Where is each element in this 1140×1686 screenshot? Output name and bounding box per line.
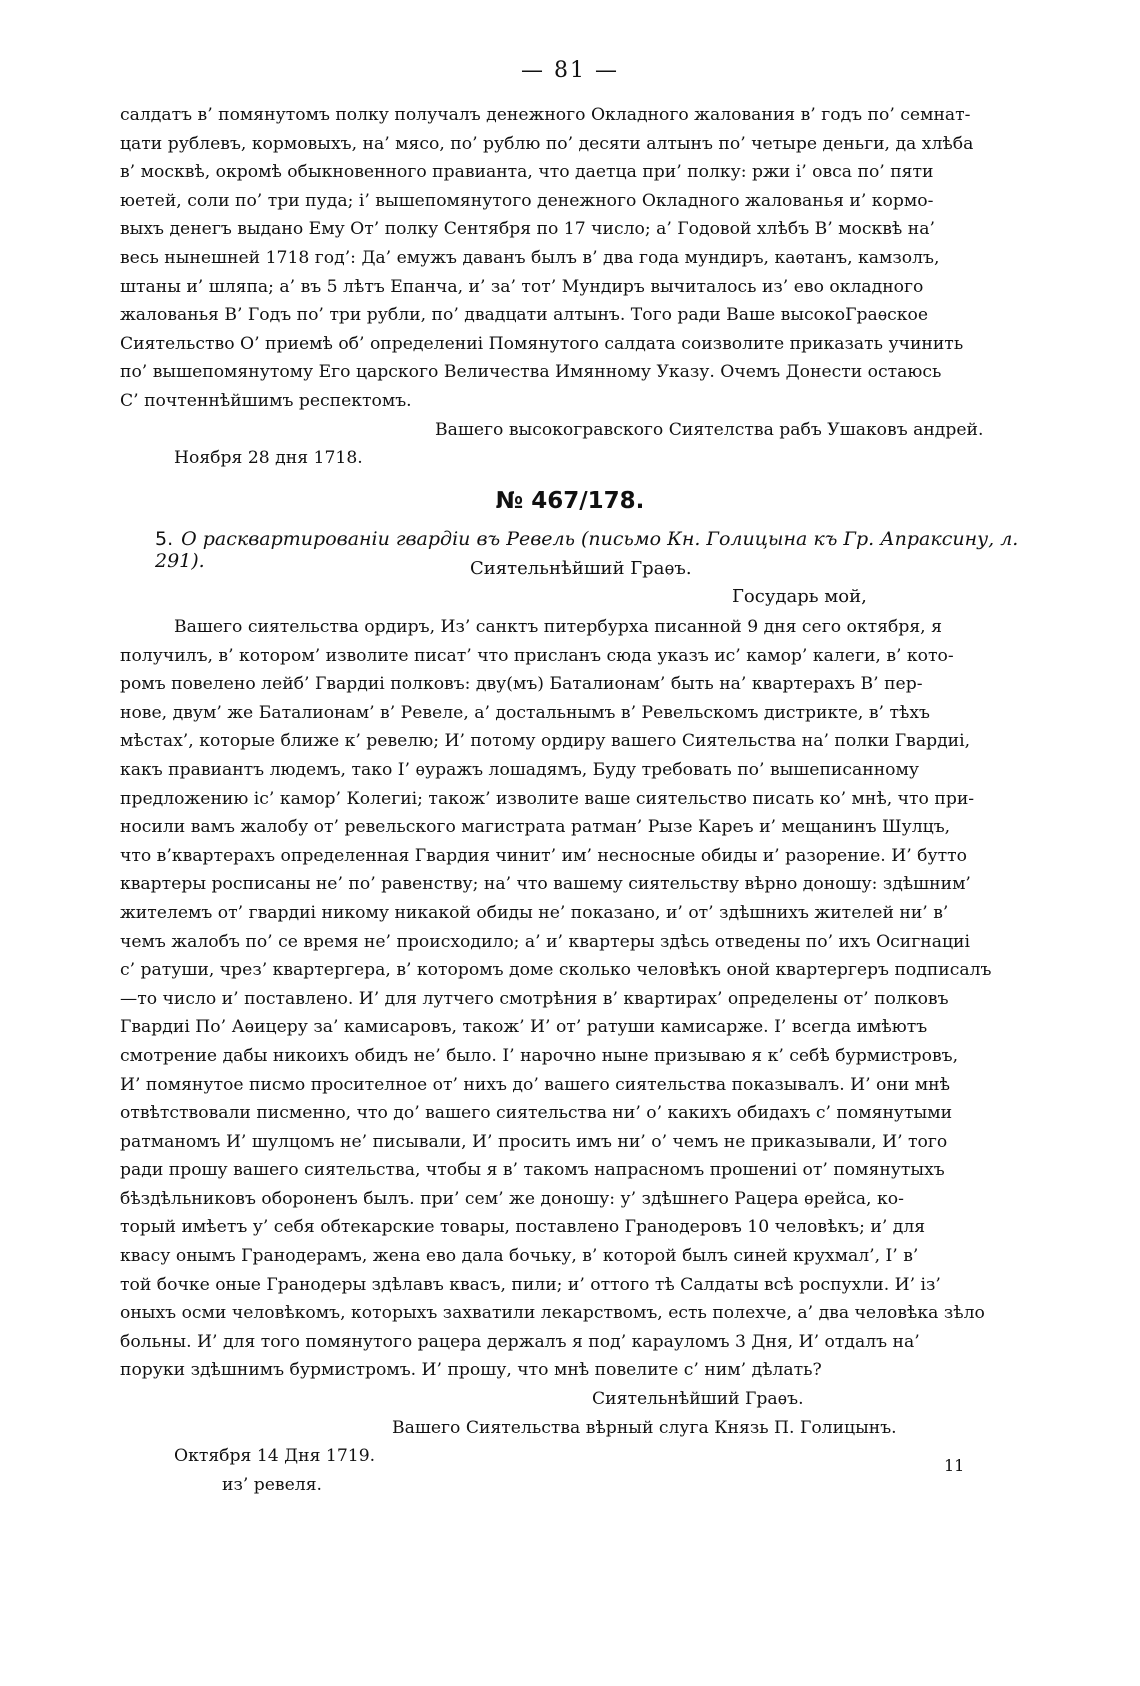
text-line: ромъ повелено лейб’ Гвардиі полковъ: дву(мъ) Баталионам’ быть на’ квартерахъ В’ пер- bbox=[120, 674, 923, 695]
closing-title: Сиятельнѣйший Граѳъ. bbox=[592, 1389, 804, 1410]
text-line: получилъ, в’ котором’ изволите писат’ что присланъ сюда указъ ис’ камор’ калеги, в’ кото- bbox=[120, 645, 954, 666]
text-line: С’ почтеннѣйшимъ респектомъ. bbox=[120, 390, 412, 411]
text-line: ради прошу вашего сиятельства, чтобы я в’ такомъ напрасномъ прошениі от’ помянутыхъ bbox=[120, 1160, 945, 1181]
text-line: больны. И’ для того помянутого рацера держалъ я под’ карауломъ 3 Дня, И’ отдалъ на’ bbox=[120, 1331, 920, 1352]
text-line: ратманомъ И’ шулцомъ не’ писывали, И’ просить имъ ни’ о’ чемъ не приказывали, И’ того bbox=[120, 1131, 948, 1152]
date: Ноября 28 дня 1718. bbox=[174, 448, 363, 469]
text-line: салдатъ в’ помянутомъ полку получалъ денежного Окладного жалования в’ годъ по’ семнат- bbox=[120, 105, 971, 125]
text-line: Вашего сиятельства ордиръ, Из’ санктъ питербурха писанной 9 дня сего октября, я bbox=[174, 617, 942, 637]
text-line: оныхъ осми человѣкомъ, которыхъ захватили лекарствомъ, есть полехче, а’ два человѣка зѣло bbox=[120, 1303, 985, 1324]
text-line: Сиятельство О’ приемѣ об’ определениі Помянутого салдата соизволите приказать учинить bbox=[120, 333, 964, 354]
text-line: в’ москвѣ, окромѣ обыкновенного правианта, что даетца при’ полку: ржи і’ овса по’ пяти bbox=[120, 162, 934, 183]
heading-number: 5. bbox=[155, 528, 174, 550]
text-line: носили вамъ жалобу от’ ревельского магистрата ратман’ Рызе Кареъ и’ мещанинъ Шулцъ, bbox=[120, 817, 951, 838]
text-line: И’ помянутое писмо просителное от’ нихъ до’ вашего сиятельства показывалъ. И’ они мнѣ bbox=[120, 1074, 950, 1095]
document-number: № 467/178. bbox=[495, 488, 645, 514]
sheet-mark: 11 bbox=[944, 1456, 965, 1475]
letter-title: Сиятельнѣйший Граѳъ. bbox=[470, 558, 692, 579]
text-line: весь нынешней 1718 год’: Да’ емужъ даванъ былъ в’ два года мундиръ, каѳтанъ, камзолъ, bbox=[120, 247, 940, 268]
text-line: с’ ратуши, чрез’ квартергера, в’ которомъ доме сколько человѣкъ оной квартергеръ подписалъ bbox=[120, 960, 992, 981]
text-line: жителемъ от’ гвардиі никому никакой обиды не’ показано, и’ от’ здѣшнихъ жителей ни’ в’ bbox=[120, 902, 949, 923]
salutation: Государь мой, bbox=[732, 586, 867, 607]
text-line: что в’квартерахъ определенная Гвардия чинит’ им’ несносные обиды и’ разорение. И’ бутто bbox=[120, 845, 967, 866]
text-line: жалованья В’ Годъ по’ три рубли, по’ двадцати алтынъ. Того ради Ваше высокоГраѳское bbox=[120, 305, 929, 326]
letter-body bbox=[120, 613, 1030, 1499]
text-line: мѣстах’, которые ближе к’ ревелю; И’ потому ордиру вашего Сиятельства на’ полки Гвардиі, bbox=[120, 731, 971, 752]
heading-text: О расквартированіи гвардіи въ Ревель (письмо Кн. Голицына къ Гр. Апраксину, л. 291). bbox=[155, 528, 1019, 572]
text-line: цати рублевъ, кормовыхъ, на’ мясо, по’ рублю по’ десяти алтынъ по’ четыре деньги, да хлѣба bbox=[120, 133, 974, 154]
signature: Вашего высокогравского Сиятелства рабъ Ушаковъ андрей. bbox=[435, 419, 984, 440]
text-line: квасу онымъ Гранодерамъ, жена ево дала бочьку, в’ которой былъ синей крухмал’, І’ в’ bbox=[120, 1246, 919, 1267]
closing-signature: Вашего Сиятельства вѣрный слуга Князь П. Голицынъ. bbox=[392, 1417, 897, 1438]
text-line: юетей, соли по’ три пуда; і’ вышепомянутого денежного Окладного жалованья и’ кормо- bbox=[120, 190, 934, 211]
text-line: бѣздѣльниковъ обороненъ былъ. при’ сем’ же доношу: у’ здѣшнего Рацера ѳрейса, ко- bbox=[120, 1188, 904, 1209]
text-line: квартеры росписаны не’ по’ равенству; на’ что вашему сиятельству вѣрно доношу: здѣшним’ bbox=[120, 874, 971, 895]
text-line: выхъ денегъ выдано Ему От’ полку Сентября по 17 число; а’ Годовой хлѣбъ В’ москвѣ на’ bbox=[120, 219, 935, 240]
text-line: смотрение дабы никоихъ обидъ не’ было. І’ нарочно ныне призываю я к’ себѣ бурмистровъ, bbox=[120, 1045, 959, 1066]
letter-date: Октября 14 Дня 1719. bbox=[174, 1446, 376, 1467]
text-line: той бочке оные Гранодеры здѣлавъ квасъ, пили; и’ оттого тѣ Салдаты всѣ роспухли. И’ із’ bbox=[120, 1274, 941, 1295]
text-line: нове, двум’ же Баталионам’ в’ Ревеле, а’ достальнымъ в’ Ревельскомъ дистрикте, в’ тѣхъ bbox=[120, 702, 930, 723]
text-line: чемъ жалобъ по’ се время не’ происходило; а’ и’ квартеры здѣсь отведены по’ ихъ Осигнациі bbox=[120, 931, 970, 952]
text-line: отвѣтствовали писменно, что до’ вашего сиятельства ни’ о’ какихъ обидахъ с’ помянутыми bbox=[120, 1103, 953, 1124]
text-line: по’ вышепомянутому Его царского Величества Имянному Указу. Очемъ Донести остаюсь bbox=[120, 362, 942, 383]
text-line: Гвардиі По’ Аѳицеру за’ камисаровъ, також’ И’ от’ ратуши камисарже. І’ всегда имѣютъ bbox=[120, 1017, 928, 1038]
page-number: — 81 — bbox=[521, 58, 619, 83]
text-line: —то число и’ поставлено. И’ для лутчего смотрѣния в’ квартирах’ определены от’ полковъ bbox=[120, 988, 949, 1009]
text-line: торый имѣетъ у’ себя обтекарские товары, поставлено Гранодеровъ 10 человѣкъ; и’ для bbox=[120, 1217, 926, 1238]
text-line: предложению іс’ камор’ Колегиі; також’ изволите ваше сиятельство писать ко’ мнѣ, что при- bbox=[120, 788, 975, 809]
text-line: штаны и’ шляпа; а’ въ 5 лѣтъ Епанча, и’ за’ тот’ Мундиръ вычиталось из’ ево окладного bbox=[120, 276, 924, 297]
text-line: поруки здѣшнимъ бурмистромъ. И’ прошу, что мнѣ повелите с’ ним’ дѣлать? bbox=[120, 1360, 822, 1381]
text-line: какъ правиантъ людемъ, тако І’ ѳуражъ лошадямъ, Буду требовать по’ вышеписанному bbox=[120, 759, 919, 780]
section1-text bbox=[120, 101, 1030, 473]
letter-place: из’ ревеля. bbox=[222, 1474, 323, 1495]
